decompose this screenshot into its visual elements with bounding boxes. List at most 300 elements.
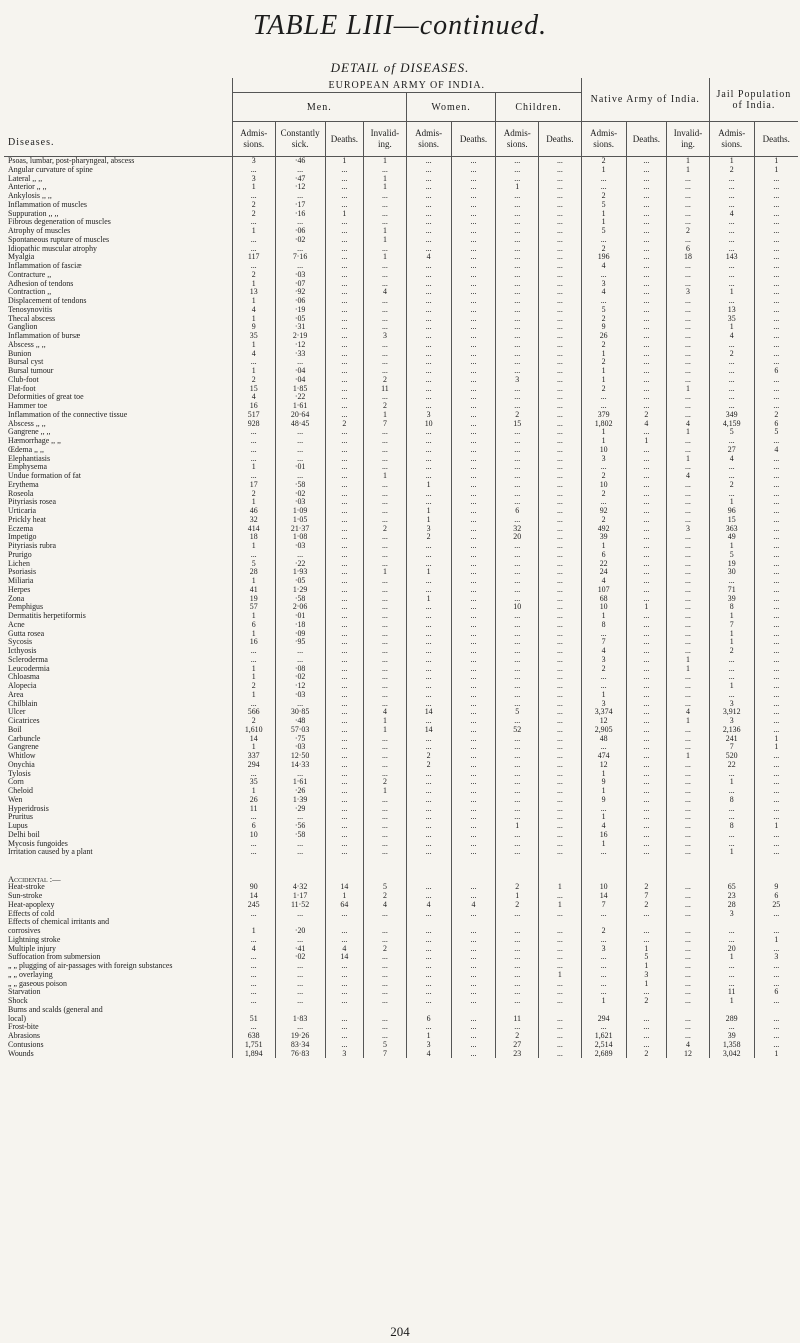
table-cell: ... xyxy=(709,402,754,411)
table-cell: ... xyxy=(667,822,710,831)
table-cell: 1 xyxy=(232,280,275,289)
table-cell: ... xyxy=(626,507,667,516)
table-cell: ... xyxy=(754,201,798,210)
table-cell: 20 xyxy=(496,533,539,542)
table-cell: ... xyxy=(325,428,363,437)
table-cell: 3,912 xyxy=(709,708,754,717)
table-cell: ·03 xyxy=(275,271,325,280)
table-cell: ... xyxy=(232,262,275,271)
table-cell: ... xyxy=(451,516,496,525)
table-cell: 4 xyxy=(364,708,407,717)
table-cell: ... xyxy=(667,201,710,210)
disease-name: Flat-foot xyxy=(8,384,36,393)
table-cell: ... xyxy=(325,490,363,499)
table-row xyxy=(4,568,798,577)
table-cell: ... xyxy=(626,280,667,289)
table-cell: 1 xyxy=(232,315,275,324)
table-cell: ... xyxy=(626,323,667,332)
table-cell: ... xyxy=(325,463,363,472)
table-cell: ... xyxy=(667,612,710,621)
table-cell: ... xyxy=(406,612,451,621)
table-cell: ... xyxy=(667,682,710,691)
table-cell: ... xyxy=(364,621,407,630)
table-cell: ... xyxy=(364,201,407,210)
table-cell: ... xyxy=(451,490,496,499)
table-cell: 14·33 xyxy=(275,761,325,770)
table-cell xyxy=(626,918,667,927)
table-cell: ... xyxy=(406,953,451,962)
table-cell: 2,136 xyxy=(709,726,754,735)
table-cell: ... xyxy=(364,630,407,639)
table-cell: ... xyxy=(406,245,451,254)
table-cell: ... xyxy=(709,980,754,989)
disease-name: Boil xyxy=(8,725,22,734)
table-cell: ... xyxy=(364,315,407,324)
table-cell: 2 xyxy=(581,315,626,324)
table-row xyxy=(4,691,798,700)
spacer-cell xyxy=(275,875,325,884)
table-row xyxy=(4,743,798,752)
table-cell: 26 xyxy=(232,796,275,805)
table-cell: ... xyxy=(406,183,451,192)
table-cell: ... xyxy=(539,813,582,822)
table-cell: ... xyxy=(325,516,363,525)
table-cell: ... xyxy=(539,726,582,735)
table-cell: ... xyxy=(709,656,754,665)
disease-name: Bursal cyst xyxy=(8,358,44,367)
table-cell: 4 xyxy=(232,945,275,954)
table-cell: 2 xyxy=(581,516,626,525)
table-cell: ... xyxy=(451,831,496,840)
table-cell: 4 xyxy=(232,393,275,402)
table-cell: 379 xyxy=(581,411,626,420)
table-cell: ... xyxy=(325,691,363,700)
table-cell: ... xyxy=(275,218,325,227)
table-cell: ... xyxy=(325,402,363,411)
table-cell: ... xyxy=(232,962,275,971)
disease-name: „ „ plugging of air-passages with foreign substances xyxy=(8,962,173,970)
table-cell: ... xyxy=(754,227,798,236)
table-cell: ... xyxy=(539,420,582,429)
table-cell: ... xyxy=(754,1015,798,1024)
table-row xyxy=(4,446,798,455)
table-cell: ... xyxy=(626,1015,667,1024)
table-cell: ... xyxy=(754,665,798,674)
disease-name: Emphysema xyxy=(8,463,48,472)
table-cell: ... xyxy=(626,192,667,201)
table-cell: ... xyxy=(539,778,582,787)
table-cell: ... xyxy=(325,192,363,201)
table-cell: 5 xyxy=(232,560,275,569)
table-cell: ... xyxy=(364,192,407,201)
disease-name: Frost-bite xyxy=(8,1023,39,1032)
disease-name: Lupus xyxy=(8,822,28,830)
table-cell: ... xyxy=(667,323,710,332)
table-cell: ... xyxy=(406,988,451,997)
table-row xyxy=(4,463,798,472)
table-row xyxy=(4,437,798,446)
table-cell: 96 xyxy=(709,507,754,516)
table-cell: ... xyxy=(709,358,754,367)
table-cell: ... xyxy=(539,761,582,770)
table-cell: ... xyxy=(626,227,667,236)
table-cell: 8 xyxy=(581,621,626,630)
table-cell: ... xyxy=(539,735,582,744)
table-cell xyxy=(496,918,539,927)
table-cell: ... xyxy=(232,166,275,175)
disease-name: Inflammation of muscles xyxy=(8,200,87,209)
table-cell: ... xyxy=(539,481,582,490)
women-header: Women. xyxy=(406,93,496,122)
table-cell: ... xyxy=(325,253,363,262)
table-cell: ... xyxy=(364,516,407,525)
table-cell: ... xyxy=(406,630,451,639)
table-cell: 289 xyxy=(709,1015,754,1024)
table-cell: ... xyxy=(406,306,451,315)
col-men-constantly-sick: Constantly sick. xyxy=(275,122,325,157)
table-cell: ... xyxy=(451,1015,496,1024)
table-cell: ... xyxy=(451,498,496,507)
table-cell: ... xyxy=(754,805,798,814)
table-cell: 14 xyxy=(325,953,363,962)
table-cell: ·48 xyxy=(275,717,325,726)
table-cell: ... xyxy=(496,586,539,595)
table-cell: ... xyxy=(496,490,539,499)
table-cell: ... xyxy=(539,691,582,700)
disease-name: Hæmorrhage ,, ,, xyxy=(8,437,62,445)
table-cell: ... xyxy=(451,525,496,534)
table-cell: ... xyxy=(406,437,451,446)
table-cell: ... xyxy=(232,700,275,709)
disease-name: Scleroderma xyxy=(8,655,48,664)
table-row xyxy=(4,840,798,849)
table-cell: ... xyxy=(626,271,667,280)
table-cell: ... xyxy=(232,656,275,665)
table-cell: 241 xyxy=(709,735,754,744)
table-cell: ... xyxy=(325,411,363,420)
table-cell: ... xyxy=(451,717,496,726)
table-cell: ... xyxy=(754,595,798,604)
table-row xyxy=(4,323,798,332)
table-cell: ... xyxy=(539,236,582,245)
table-cell: ... xyxy=(667,463,710,472)
table-cell: ... xyxy=(406,192,451,201)
table-cell: 4 xyxy=(364,901,407,910)
table-cell: 1 xyxy=(709,778,754,787)
table-cell: 1 xyxy=(232,341,275,350)
table-cell: ... xyxy=(325,656,363,665)
spacer-cell xyxy=(709,866,754,875)
table-cell: ... xyxy=(626,210,667,219)
table-cell: ... xyxy=(539,796,582,805)
table-cell: ·31 xyxy=(275,323,325,332)
table-cell: ... xyxy=(626,726,667,735)
table-cell: ... xyxy=(626,612,667,621)
table-cell: 1 xyxy=(364,568,407,577)
table-cell: ... xyxy=(539,463,582,472)
table-cell: ... xyxy=(667,297,710,306)
table-body xyxy=(4,157,798,1059)
table-cell: 2,905 xyxy=(581,726,626,735)
table-cell: ... xyxy=(406,175,451,184)
table-cell: ... xyxy=(364,542,407,551)
table-cell: ... xyxy=(325,1032,363,1041)
table-cell: 1 xyxy=(709,638,754,647)
table-cell: ... xyxy=(451,682,496,691)
disease-name: Zona xyxy=(8,594,25,603)
table-cell: ... xyxy=(451,358,496,367)
table-row xyxy=(4,481,798,490)
table-cell: ·33 xyxy=(275,350,325,359)
table-cell: ... xyxy=(539,595,582,604)
table-cell: ... xyxy=(406,945,451,954)
table-row xyxy=(4,516,798,525)
table-cell: ... xyxy=(626,560,667,569)
table-cell: ·58 xyxy=(275,481,325,490)
table-cell: ... xyxy=(754,770,798,779)
table-cell: ... xyxy=(754,437,798,446)
table-cell: 1·17 xyxy=(275,892,325,901)
table-cell: ... xyxy=(754,647,798,656)
table-cell xyxy=(364,1006,407,1015)
table-cell: ... xyxy=(325,700,363,709)
table-cell: ... xyxy=(626,446,667,455)
table-cell: ... xyxy=(496,455,539,464)
table-cell: ... xyxy=(667,542,710,551)
table-cell: 57·03 xyxy=(275,726,325,735)
table-cell: ... xyxy=(451,332,496,341)
table-cell: 16 xyxy=(232,638,275,647)
table-cell: ... xyxy=(626,822,667,831)
table-cell: ... xyxy=(667,691,710,700)
table-cell: ... xyxy=(626,717,667,726)
table-cell: ... xyxy=(667,910,710,919)
table-cell: ... xyxy=(709,236,754,245)
table-cell: ... xyxy=(667,901,710,910)
table-cell: ... xyxy=(364,306,407,315)
table-cell: 19·26 xyxy=(275,1032,325,1041)
table-cell: ... xyxy=(626,761,667,770)
table-cell: ... xyxy=(406,560,451,569)
european-army-header: EUROPEAN ARMY OF INDIA. xyxy=(232,78,581,93)
table-cell: ... xyxy=(667,367,710,376)
table-cell: ... xyxy=(539,945,582,954)
table-cell: ... xyxy=(667,988,710,997)
disease-name: Eczema xyxy=(8,524,33,533)
table-cell: ... xyxy=(626,516,667,525)
table-cell: 9 xyxy=(581,778,626,787)
table-cell: 2 xyxy=(232,717,275,726)
table-row xyxy=(4,822,798,831)
table-cell: 4 xyxy=(626,420,667,429)
table-row xyxy=(4,1050,798,1059)
table-cell: 4·32 xyxy=(275,883,325,892)
table-cell: ... xyxy=(325,367,363,376)
table-cell: 1,621 xyxy=(581,1032,626,1041)
table-cell: ... xyxy=(626,1041,667,1050)
table-cell: ... xyxy=(325,201,363,210)
table-cell: 5 xyxy=(496,708,539,717)
table-cell: ... xyxy=(364,813,407,822)
table-cell: ... xyxy=(626,840,667,849)
table-row xyxy=(4,245,798,254)
table-row xyxy=(4,315,798,324)
table-cell: 22 xyxy=(581,560,626,569)
table-cell: 2 xyxy=(626,1050,667,1059)
table-cell: 1 xyxy=(406,1032,451,1041)
table-cell: ·19 xyxy=(275,306,325,315)
table-cell: ... xyxy=(539,367,582,376)
disease-name: Heat-apoplexy xyxy=(8,900,55,909)
table-row xyxy=(4,778,798,787)
table-cell: ... xyxy=(754,962,798,971)
disease-name: Anterior ,, ,, xyxy=(8,183,47,192)
table-cell: 1 xyxy=(667,656,710,665)
table-cell: ... xyxy=(626,402,667,411)
table-row xyxy=(4,735,798,744)
disease-name: Onychia xyxy=(8,760,35,769)
spacer-cell xyxy=(364,875,407,884)
table-row xyxy=(4,1015,798,1024)
table-cell: ... xyxy=(451,805,496,814)
table-cell: 1 xyxy=(364,175,407,184)
table-cell: ... xyxy=(626,1032,667,1041)
table-cell: 1 xyxy=(709,323,754,332)
spacer-cell xyxy=(406,875,451,884)
table-cell: ... xyxy=(626,665,667,674)
table-cell: ... xyxy=(451,411,496,420)
table-cell: 14 xyxy=(232,735,275,744)
table-cell: ... xyxy=(626,376,667,385)
table-cell: ... xyxy=(496,656,539,665)
table-cell: ... xyxy=(709,936,754,945)
disease-name: Bursal tumour xyxy=(8,367,54,375)
spacer-cell xyxy=(496,875,539,884)
table-cell: 4 xyxy=(667,708,710,717)
table-cell: ... xyxy=(451,437,496,446)
table-cell: ... xyxy=(496,665,539,674)
table-cell: ... xyxy=(325,708,363,717)
table-cell: ... xyxy=(364,437,407,446)
table-cell: ·16 xyxy=(275,210,325,219)
table-cell: ... xyxy=(496,796,539,805)
table-cell: 3 xyxy=(496,376,539,385)
table-cell: ... xyxy=(275,446,325,455)
disease-name: Contusions xyxy=(8,1040,44,1049)
table-cell: 14 xyxy=(325,883,363,892)
table-cell: ... xyxy=(325,358,363,367)
table-cell: 2 xyxy=(364,376,407,385)
table-cell: ... xyxy=(406,271,451,280)
table-cell: ... xyxy=(709,393,754,402)
table-cell: 19 xyxy=(709,560,754,569)
table-row xyxy=(4,376,798,385)
table-cell: ... xyxy=(496,332,539,341)
table-cell: ... xyxy=(709,691,754,700)
table-cell: ... xyxy=(667,315,710,324)
table-cell: ... xyxy=(451,420,496,429)
table-cell: 294 xyxy=(232,761,275,770)
table-cell: ... xyxy=(496,910,539,919)
table-cell: 474 xyxy=(581,752,626,761)
table-cell: 30·85 xyxy=(275,708,325,717)
table-cell: ... xyxy=(451,455,496,464)
table-cell: ... xyxy=(539,787,582,796)
table-cell: ... xyxy=(406,910,451,919)
table-cell: 1,751 xyxy=(232,1041,275,1050)
table-cell: ... xyxy=(539,393,582,402)
table-cell: ... xyxy=(754,218,798,227)
table-cell: 5 xyxy=(709,551,754,560)
table-cell: ... xyxy=(539,770,582,779)
table-cell: 71 xyxy=(709,586,754,595)
spacer-cell xyxy=(406,866,451,875)
table-cell: ... xyxy=(275,813,325,822)
table-cell: ... xyxy=(754,682,798,691)
table-cell: ... xyxy=(325,393,363,402)
table-cell: 15 xyxy=(496,420,539,429)
table-cell: 7·16 xyxy=(275,253,325,262)
table-cell: ... xyxy=(325,778,363,787)
table-cell: 28 xyxy=(232,568,275,577)
spacer-cell xyxy=(581,866,626,875)
table-cell: ... xyxy=(406,831,451,840)
table-cell: ... xyxy=(667,700,710,709)
table-cell: ... xyxy=(626,297,667,306)
spacer-cell xyxy=(754,875,798,884)
table-cell: ... xyxy=(451,385,496,394)
table-cell: ... xyxy=(754,708,798,717)
table-cell xyxy=(325,1006,363,1015)
table-row xyxy=(4,192,798,201)
table-cell: ... xyxy=(232,980,275,989)
table-cell: ... xyxy=(364,446,407,455)
table-cell: ... xyxy=(451,402,496,411)
title-main: TABLE LIII xyxy=(252,10,394,41)
table-cell: 1 xyxy=(581,350,626,359)
table-cell: ... xyxy=(406,892,451,901)
table-cell: ... xyxy=(667,577,710,586)
disease-name: Inflammation of fasciæ xyxy=(8,262,82,270)
table-cell: 2 xyxy=(709,166,754,175)
table-cell: ... xyxy=(325,455,363,464)
table-cell: ... xyxy=(451,997,496,1006)
disease-name: Chilblain xyxy=(8,699,38,708)
table-cell: 1 xyxy=(232,463,275,472)
table-cell: 1 xyxy=(325,892,363,901)
table-cell: ... xyxy=(667,551,710,560)
table-cell: ... xyxy=(667,892,710,901)
table-cell: ... xyxy=(325,822,363,831)
table-cell: ... xyxy=(754,323,798,332)
table-cell xyxy=(275,918,325,927)
table-cell: ·75 xyxy=(275,735,325,744)
table-cell: 1 xyxy=(581,367,626,376)
table-cell: ... xyxy=(451,315,496,324)
table-cell: 64 xyxy=(325,901,363,910)
table-cell: ... xyxy=(539,840,582,849)
table-cell: ... xyxy=(364,665,407,674)
table-cell: ... xyxy=(406,980,451,989)
table-cell: 1 xyxy=(581,612,626,621)
spacer-cell xyxy=(232,857,275,866)
table-cell: ... xyxy=(667,393,710,402)
table-cell: 2 xyxy=(581,665,626,674)
table-cell: 4 xyxy=(581,577,626,586)
table-cell: 2 xyxy=(232,201,275,210)
table-row xyxy=(4,656,798,665)
table-cell: 1 xyxy=(709,848,754,857)
